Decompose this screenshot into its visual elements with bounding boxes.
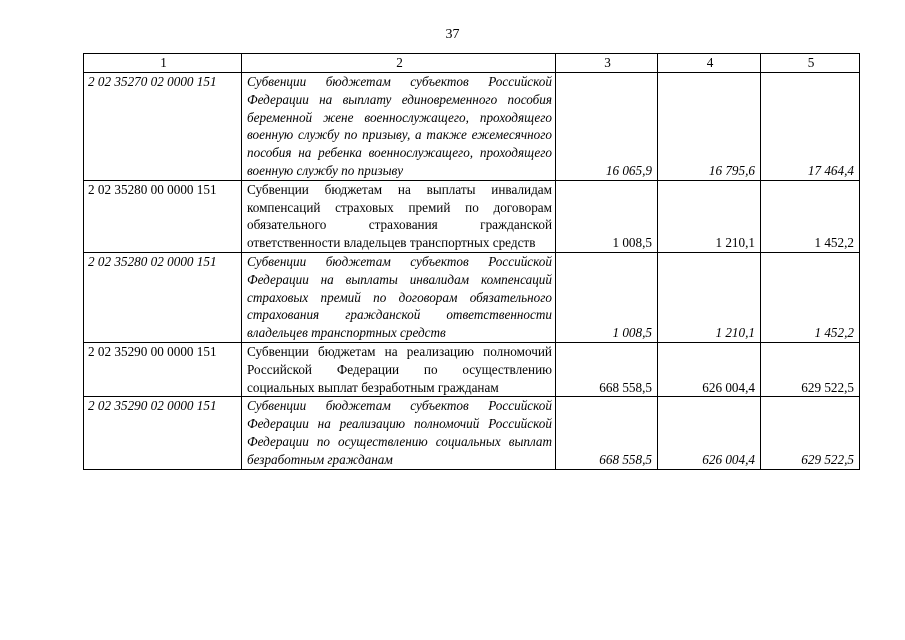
budget-code-cell: 2 02 35270 02 0000 151	[84, 73, 242, 181]
table-row	[84, 252, 860, 342]
amount-col4-cell: 1 210,1	[658, 252, 761, 342]
column-header: 5	[761, 54, 860, 73]
column-header: 3	[556, 54, 658, 73]
table-row	[84, 73, 860, 181]
column-header: 4	[658, 54, 761, 73]
description-cell: Субвенции бюджетам на выплаты инвалидам компенсаций страховых премий по договорам обязательного страхования гражданской ответственности владельцев транспортных средств	[242, 180, 556, 252]
amount-col3-cell: 668 558,5	[556, 342, 658, 396]
amount-col4-cell: 16 795,6	[658, 73, 761, 181]
column-header: 2	[242, 54, 556, 73]
description-cell: Субвенции бюджетам субъектов Российской Федерации на реализацию полномочий Российской Федерации по осуществлению социальных выплат безработным гражданам	[242, 397, 556, 469]
description-cell: Субвенции бюджетам субъектов Российской Федерации на выплату единовременного пособия беременной жене военнослужащего, проходящего военную службу по призыву, а также ежемесячного пособия на ребенка военнослужащего, проходящего военную службу по призыву	[242, 73, 556, 181]
description-cell: Субвенции бюджетам на реализацию полномочий Российской Федерации по осуществлению социальных выплат безработным гражданам	[242, 342, 556, 396]
budget-code-cell: 2 02 35280 02 0000 151	[84, 252, 242, 342]
budget-code-cell: 2 02 35280 00 0000 151	[84, 180, 242, 252]
amount-col5-cell: 629 522,5	[761, 342, 860, 396]
amount-col4-cell: 626 004,4	[658, 397, 761, 469]
amount-col5-cell: 17 464,4	[761, 73, 860, 181]
budget-code-cell: 2 02 35290 00 0000 151	[84, 342, 242, 396]
table-header-row	[84, 54, 860, 73]
table-row	[84, 397, 860, 469]
description-cell: Субвенции бюджетам субъектов Российской Федерации на выплаты инвалидам компенсаций страховых премий по договорам обязательного страхования гражданской ответственности владельцев транспортных средств	[242, 252, 556, 342]
amount-col3-cell: 668 558,5	[556, 397, 658, 469]
amount-col3-cell: 1 008,5	[556, 180, 658, 252]
column-header: 1	[84, 54, 242, 73]
amount-col3-cell: 16 065,9	[556, 73, 658, 181]
amount-col5-cell: 629 522,5	[761, 397, 860, 469]
table-row	[84, 180, 860, 252]
table-row	[84, 342, 860, 396]
amount-col5-cell: 1 452,2	[761, 252, 860, 342]
budget-code-cell: 2 02 35290 02 0000 151	[84, 397, 242, 469]
amount-col3-cell: 1 008,5	[556, 252, 658, 342]
page-number: 37	[445, 27, 460, 42]
amount-col4-cell: 626 004,4	[658, 342, 761, 396]
budget-table	[83, 53, 860, 470]
amount-col4-cell: 1 210,1	[658, 180, 761, 252]
amount-col5-cell: 1 452,2	[761, 180, 860, 252]
